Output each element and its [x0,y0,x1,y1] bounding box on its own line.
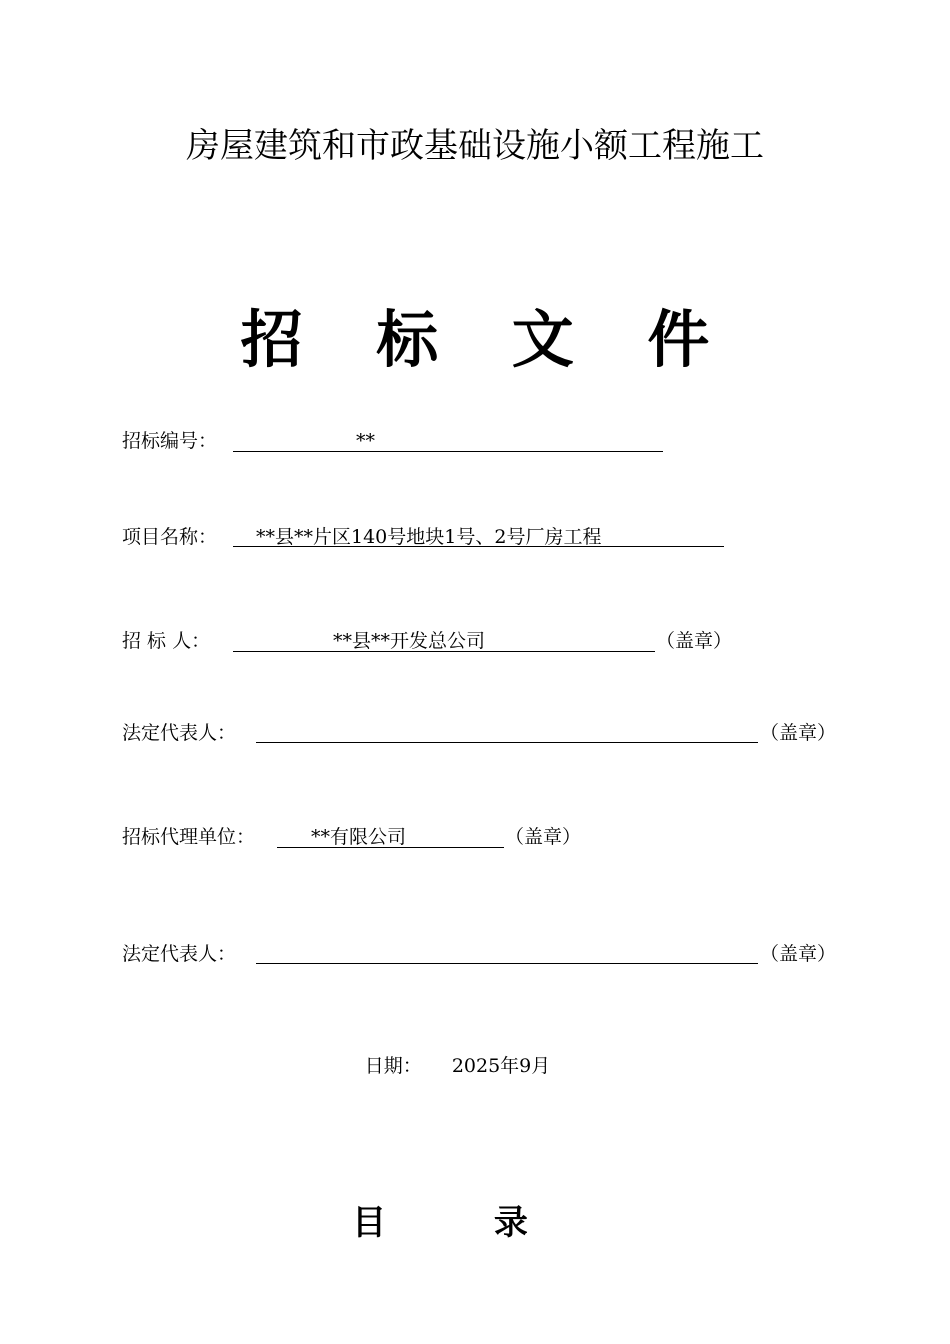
agency-value: **有限公司 [311,826,407,848]
legal-rep-2-seal: （盖章） [760,943,837,965]
date-label: 日期： [364,1055,422,1077]
agency-label: 招标代理单位： [122,826,256,848]
tenderer-seal: （盖章） [656,630,733,652]
tender-number-underline [233,451,663,452]
date-line [0,1054,915,1078]
tender-number-label: 招标编号： [122,430,218,452]
tenderer-value: **县**开发总公司 [333,630,486,652]
tenderer-label: 招 标 人： [122,630,211,652]
legal-rep-1-label: 法定代表人： [122,722,237,744]
agency-seal: （盖章） [505,826,582,848]
tender-number-value: ** [356,430,375,452]
toc-heading: 目 录 [352,1203,576,1243]
legal-rep-2-underline [256,963,758,964]
legal-rep-1-seal: （盖章） [760,722,837,744]
project-name-label: 项目名称： [122,526,218,548]
main-heading: 招 标 文 件 [240,303,736,376]
legal-rep-1-underline [256,742,758,743]
document-title: 房屋建筑和市政基础设施小额工程施工 [186,126,764,166]
date-value: 2025年9月 [451,1055,551,1077]
project-name-value: **县**片区140号地块1号、2号厂房工程 [256,526,602,548]
legal-rep-2-label: 法定代表人： [122,943,237,965]
